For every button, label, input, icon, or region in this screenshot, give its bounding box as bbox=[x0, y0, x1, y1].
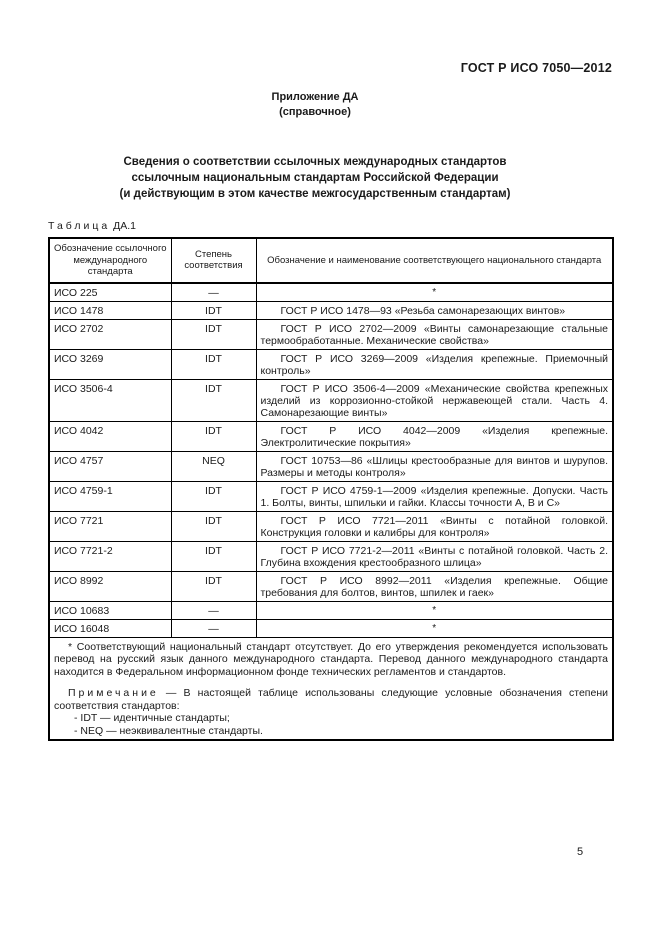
national-cell: ГОСТ Р ИСО 7721—2011 «Винты с потайной головкой. Конструкция головки и калибры для контроля» bbox=[256, 511, 613, 541]
doc-code: ГОСТ Р ИСО 7050—2012 bbox=[460, 61, 612, 75]
table-row bbox=[49, 319, 613, 349]
title-line-1: Сведения о соответствии ссылочных международных стандартов bbox=[123, 156, 507, 168]
col-header-degree: Степень соответствия bbox=[171, 238, 256, 283]
iso-cell: ИСО 4759-1 bbox=[49, 481, 171, 511]
iso-cell: ИСО 16048 bbox=[49, 619, 171, 637]
degree-cell: IDT bbox=[171, 481, 256, 511]
table-row bbox=[49, 619, 613, 637]
national-cell: ГОСТ Р ИСО 1478—93 «Резьба самонарезающих винтов» bbox=[256, 301, 613, 319]
table-row bbox=[49, 283, 613, 302]
table-row bbox=[49, 349, 613, 379]
national-cell: ГОСТ Р ИСО 3506-4—2009 «Механические свойства крепежных изделий из коррозионно-стойкой нержавеющей стали. Часть 4. Самонарезающие винты» bbox=[256, 379, 613, 421]
iso-cell: ИСО 7721 bbox=[49, 511, 171, 541]
appendix-kind: (справочное) bbox=[279, 106, 351, 118]
iso-cell: ИСО 2702 bbox=[49, 319, 171, 349]
degree-cell: NEQ bbox=[171, 451, 256, 481]
table-row bbox=[49, 379, 613, 421]
national-cell: ГОСТ Р ИСО 4042—2009 «Изделия крепежные. Электролитические покрытия» bbox=[256, 421, 613, 451]
national-cell: * bbox=[256, 601, 613, 619]
degree-cell: IDT bbox=[171, 319, 256, 349]
table-row bbox=[49, 301, 613, 319]
iso-cell: ИСО 10683 bbox=[49, 601, 171, 619]
table-row bbox=[49, 541, 613, 571]
note-body: — В настоящей таблице использованы следующие условные обозначения степени соответствия стандартов: bbox=[54, 687, 609, 712]
degree-cell: IDT bbox=[171, 541, 256, 571]
iso-cell: ИСО 1478 bbox=[49, 301, 171, 319]
national-cell: ГОСТ Р ИСО 4759-1—2009 «Изделия крепежные. Допуски. Часть 1. Болты, винты, шпильки и гайки. Классы точности А, В и С» bbox=[256, 481, 613, 511]
col-header-national: Обозначение и наименование соответствующего национального стандарта bbox=[256, 238, 613, 283]
iso-cell: ИСО 3506-4 bbox=[49, 379, 171, 421]
national-cell: ГОСТ Р ИСО 8992—2011 «Изделия крепежные. Общие требования для болтов, винтов, шпилек и гаек» bbox=[256, 571, 613, 601]
iso-cell: ИСО 7721-2 bbox=[49, 541, 171, 571]
national-cell: ГОСТ Р ИСО 2702—2009 «Винты самонарезающие стальные термообработанные. Механические свойства» bbox=[256, 319, 613, 349]
table-row bbox=[49, 601, 613, 619]
degree-cell: IDT bbox=[171, 301, 256, 319]
degree-cell: — bbox=[171, 283, 256, 302]
iso-cell: ИСО 4042 bbox=[49, 421, 171, 451]
iso-cell: ИСО 8992 bbox=[49, 571, 171, 601]
appendix-heading bbox=[48, 90, 582, 120]
note-item: - NEQ — неэквивалентные стандарты. bbox=[74, 724, 263, 737]
national-cell: * bbox=[256, 283, 613, 302]
note-label: Примечание bbox=[68, 687, 159, 699]
table-caption bbox=[48, 220, 136, 232]
iso-cell: ИСО 4757 bbox=[49, 451, 171, 481]
table-row bbox=[49, 451, 613, 481]
national-cell: ГОСТ 10753—86 «Шлицы крестообразные для винтов и шурупов. Размеры и методы контроля» bbox=[256, 451, 613, 481]
national-cell: * bbox=[256, 619, 613, 637]
table-row bbox=[49, 571, 613, 601]
degree-cell: — bbox=[171, 601, 256, 619]
footnote-cell bbox=[49, 637, 613, 740]
table-caption-number: ДА.1 bbox=[113, 220, 136, 232]
iso-cell: ИСО 225 bbox=[49, 283, 171, 302]
note-text bbox=[54, 687, 608, 712]
title-line-2: ссылочным национальным стандартам Российской Федерации bbox=[131, 172, 499, 184]
degree-cell: IDT bbox=[171, 511, 256, 541]
appendix-title: Приложение ДА bbox=[271, 91, 359, 103]
table-caption-word: Таблица bbox=[48, 220, 111, 232]
standards-correspondence-table bbox=[48, 237, 614, 741]
degree-cell: — bbox=[171, 619, 256, 637]
degree-cell: IDT bbox=[171, 379, 256, 421]
table-header bbox=[49, 238, 613, 283]
national-cell: ГОСТ Р ИСО 7721-2—2011 «Винты с потайной головкой. Часть 2. Глубина вхождения крестообразного шлица» bbox=[256, 541, 613, 571]
national-cell: ГОСТ Р ИСО 3269—2009 «Изделия крепежные. Приемочный контроль» bbox=[256, 349, 613, 379]
table-row bbox=[49, 481, 613, 511]
table-row bbox=[49, 511, 613, 541]
degree-cell: IDT bbox=[171, 349, 256, 379]
col-header-iso: Обозначение ссылочного международного стандарта bbox=[49, 238, 171, 283]
document-title bbox=[48, 154, 582, 202]
iso-cell: ИСО 3269 bbox=[49, 349, 171, 379]
title-line-3: (и действующим в этом качестве межгосударственным стандартам) bbox=[119, 188, 511, 200]
note-item: - IDT — идентичные стандарты; bbox=[74, 712, 230, 724]
footnote-text: * Соответствующий национальный стандарт отсутствует. До его утверждения рекомендуется использовать перевод на русский язык данного международного стандарта. Перевод данного международного стандарта находится в Федеральном информационном фонде технических регламентов и стандартов. bbox=[54, 640, 608, 678]
table-header-row bbox=[49, 238, 613, 283]
page-number: 5 bbox=[577, 846, 584, 858]
degree-cell: IDT bbox=[171, 571, 256, 601]
footnote-row bbox=[49, 637, 613, 740]
degree-cell: IDT bbox=[171, 421, 256, 451]
table-row bbox=[49, 421, 613, 451]
